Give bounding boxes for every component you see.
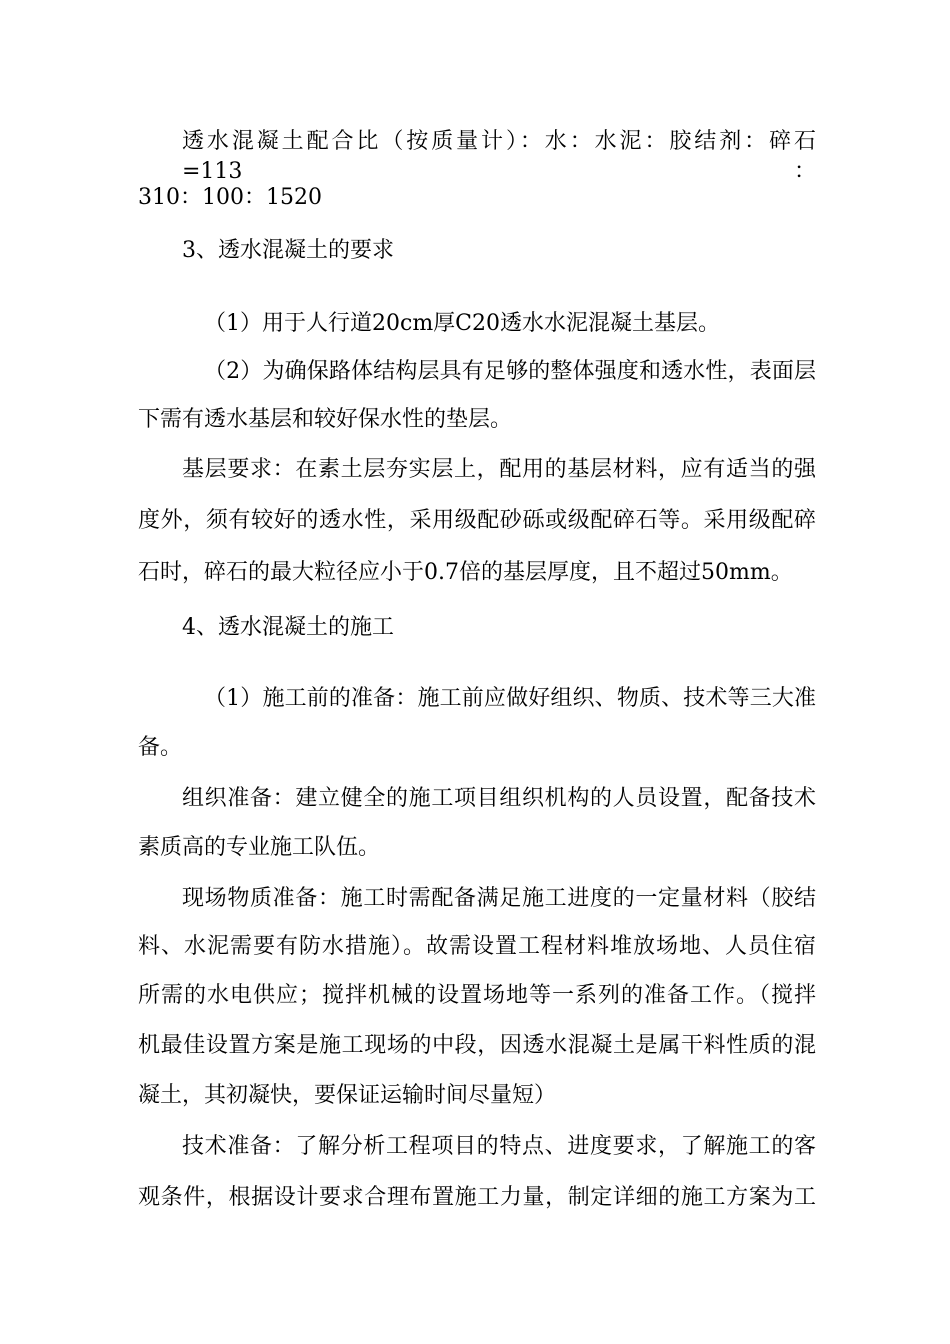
text-line: （2）为确保路体结构层具有足够的整体强度和透水性，表面层 [204,359,816,384]
text-line: 下需有透水基层和较好保水性的垫层。 [138,407,513,432]
text-line: 基层要求：在素土层夯实层上，配用的基层材料，应有适当的强 [182,457,816,482]
text-line: （1）用于人行道20cm厚C20透水水泥混凝土基层。 [204,311,721,336]
text-line: 凝土，其初凝快，要保证运输时间尽量短） [138,1083,557,1108]
text-line: 技术准备：了解分析工程项目的特点、进度要求，了解施工的客 [182,1134,816,1159]
text-line: 组织准备：建立健全的施工项目组织机构的人员设置，配备技术 [182,786,816,811]
section-heading: 4、透水混凝土的施工 [182,615,394,640]
text-line: 料、水泥需要有防水措施）。故需设置工程材料堆放场地、人员住宿 [138,934,816,959]
text-line: 透水混凝土配合比（按质量计）：水：水泥：胶结剂：碎石=113： [182,129,816,184]
text-line: 石时，碎石的最大粒径应小于0.7倍的基层厚度，且不超过50mm。 [138,560,793,585]
text-line: （1）施工前的准备：施工前应做好组织、物质、技术等三大准 [204,686,816,711]
text-line: 观条件，根据设计要求合理布置施工力量，制定详细的施工方案为工 [138,1185,816,1210]
text-line: 现场物质准备：施工时需配备满足施工进度的一定量材料（胶结 [182,886,816,911]
text-line: 素质高的专业施工队伍。 [138,835,381,860]
text-line: 度外，须有较好的透水性，采用级配砂砾或级配碎石等。采用级配碎 [138,508,816,533]
text-line: 310：100：1520 [138,185,322,210]
section-heading: 3、透水混凝土的要求 [182,238,394,263]
text-line: 所需的水电供应；搅拌机械的设置场地等一系列的准备工作。（搅拌 [138,983,816,1008]
text-line: 备。 [138,735,183,760]
text-line: 机最佳设置方案是施工现场的中段，因透水混凝土是属干料性质的混 [138,1033,816,1058]
